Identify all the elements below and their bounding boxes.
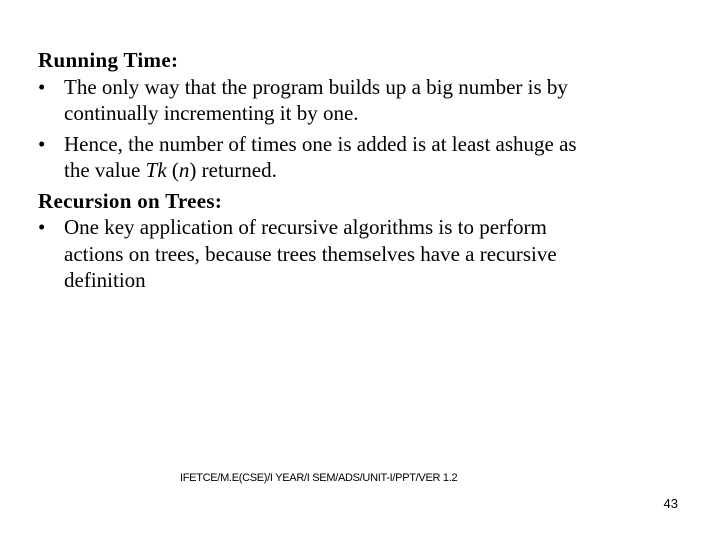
bullet-item bbox=[38, 74, 688, 127]
recursion-on-trees-heading: Recursion on Trees: bbox=[38, 188, 223, 213]
bullet-item bbox=[38, 131, 688, 184]
bullet-marker: • bbox=[38, 215, 46, 239]
page-number: 43 bbox=[663, 496, 678, 511]
bullet-text-line: Hence, the number of times one is added is at least ashuge as bbox=[64, 131, 577, 156]
bullet-marker: • bbox=[38, 131, 46, 156]
tk-function-symbol: Tk bbox=[145, 158, 167, 182]
bullet-text-fragment: the value bbox=[64, 158, 146, 182]
running-time-heading: Running Time: bbox=[38, 48, 179, 72]
bullet-text-line: continually incrementing it by one. bbox=[64, 101, 359, 125]
bullet-text-line: One key application of recursive algorithms is to perform bbox=[64, 215, 547, 239]
bullet-text-line: actions on trees, because trees themselves have a recursive bbox=[64, 241, 557, 266]
bullet-item bbox=[38, 214, 688, 294]
bullet-text-fragment: ) returned. bbox=[189, 158, 277, 182]
bullet-text-line: definition bbox=[64, 268, 146, 292]
slide-footer: IFETCE/M.E(CSE)/I YEAR/I SEM/ADS/UNIT-I/PPT/VER 1.2 bbox=[180, 472, 458, 484]
bullet-text-line: The only way that the program builds up a big number is by bbox=[64, 74, 568, 99]
bullet-text-fragment: ( bbox=[166, 158, 179, 182]
slide-content bbox=[38, 47, 688, 298]
n-variable-symbol: n bbox=[178, 158, 190, 182]
bullet-marker: • bbox=[38, 74, 46, 99]
